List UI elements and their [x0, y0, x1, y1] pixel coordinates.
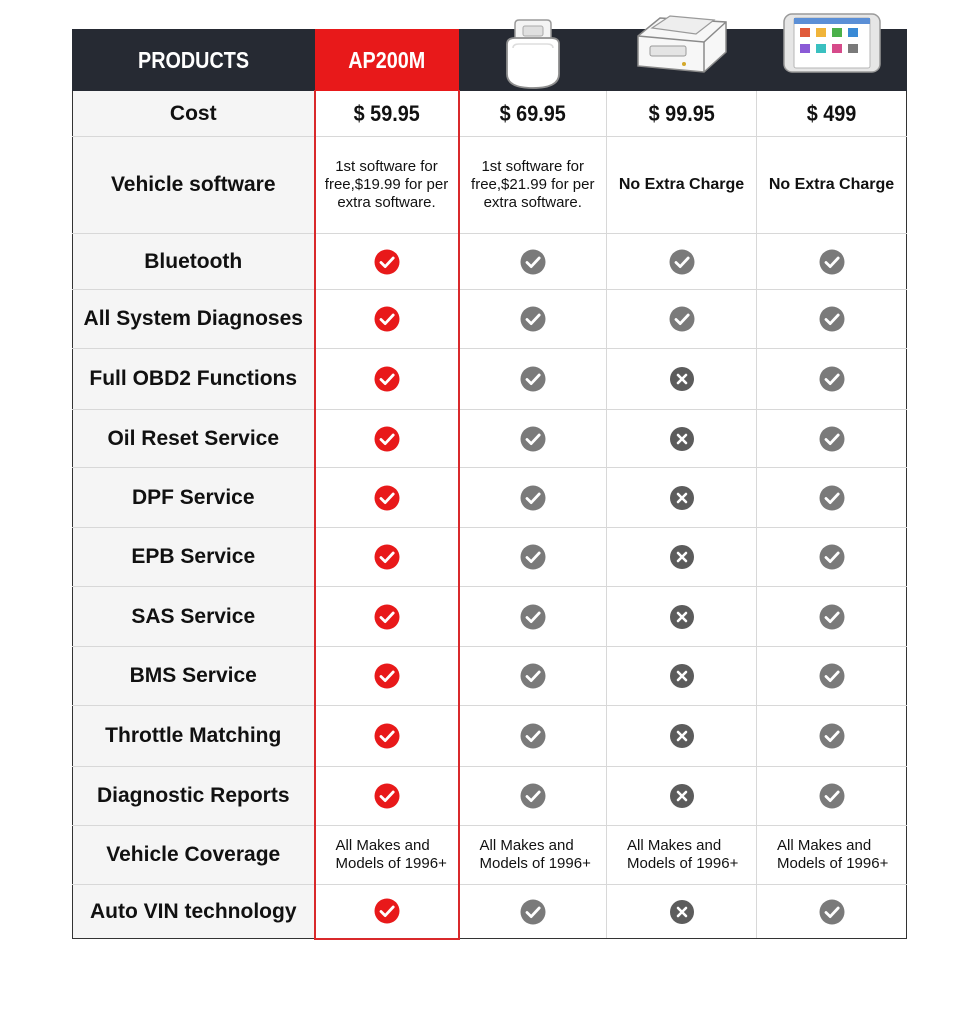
unsupported-cell: [607, 349, 757, 410]
supported-cell: [459, 767, 607, 826]
text-cell: [459, 137, 607, 234]
cell-text: No Extra Charge: [618, 176, 745, 193]
product-3-header: [607, 30, 757, 91]
table-row: [73, 91, 907, 137]
check-icon: [669, 310, 695, 327]
check-icon: [520, 430, 546, 447]
supported-cell: [757, 528, 907, 587]
feature-label: SAS Service: [73, 587, 315, 647]
check-icon: [669, 253, 695, 270]
price-cell: [757, 91, 907, 137]
supported-cell: [459, 647, 607, 706]
check-icon: [520, 370, 546, 387]
check-icon: [374, 608, 400, 625]
supported-cell: [757, 410, 907, 468]
price-value: $ 99.95: [648, 100, 715, 126]
check-icon: [819, 787, 845, 804]
supported-cell: [757, 647, 907, 706]
price-value: $ 69.95: [499, 100, 566, 126]
unsupported-cell: [607, 468, 757, 528]
comparison-table: [72, 29, 907, 940]
check-icon: [374, 548, 400, 565]
products-header: [73, 30, 315, 91]
supported-cell: [315, 647, 459, 706]
feature-label: Vehicle software: [73, 137, 315, 234]
check-icon: [374, 370, 400, 387]
check-icon: [520, 903, 546, 920]
check-icon: [819, 667, 845, 684]
text-cell: [757, 137, 907, 234]
table-row: [73, 137, 907, 234]
feature-label: Cost: [73, 91, 315, 137]
check-icon: [520, 253, 546, 270]
price-cell: [315, 91, 459, 137]
unsupported-cell: [607, 885, 757, 939]
unsupported-cell: [607, 706, 757, 767]
check-icon: [819, 608, 845, 625]
cell-text: 1st software for free,$19.99 for per extra software.: [324, 158, 449, 211]
text-cell: [757, 826, 907, 885]
check-icon: [819, 430, 845, 447]
supported-cell: [315, 706, 459, 767]
supported-cell: [607, 290, 757, 349]
text-cell: [315, 826, 459, 885]
supported-cell: [757, 349, 907, 410]
header-row: [73, 30, 907, 91]
feature-label: Bluetooth: [73, 234, 315, 290]
supported-cell: [459, 587, 607, 647]
supported-cell: [757, 706, 907, 767]
feature-label: Full OBD2 Functions: [73, 349, 315, 410]
supported-cell: [459, 349, 607, 410]
feature-label: All System Diagnoses: [73, 290, 315, 349]
check-icon: [520, 667, 546, 684]
cell-text: All Makes and Models of 1996+: [479, 837, 591, 872]
supported-cell: [607, 234, 757, 290]
table-row: [73, 826, 907, 885]
product-4-header: [757, 30, 907, 91]
supported-cell: [315, 587, 459, 647]
text-cell: [315, 137, 459, 234]
table-row: [73, 647, 907, 706]
check-icon: [520, 548, 546, 565]
check-icon: [520, 608, 546, 625]
cell-text: All Makes and Models of 1996+: [335, 837, 447, 872]
supported-cell: [757, 885, 907, 939]
check-icon: [374, 253, 400, 270]
supported-cell: [315, 234, 459, 290]
supported-cell: [459, 468, 607, 528]
cell-text: All Makes and Models of 1996+: [777, 837, 889, 872]
cross-icon: [669, 787, 695, 804]
table-row: [73, 587, 907, 647]
supported-cell: [757, 234, 907, 290]
supported-cell: [459, 234, 607, 290]
feature-label: BMS Service: [73, 647, 315, 706]
supported-cell: [757, 767, 907, 826]
supported-cell: [459, 706, 607, 767]
check-icon: [374, 310, 400, 327]
table-row: [73, 468, 907, 528]
product-2-header: [459, 30, 607, 91]
scanner-box-image: [630, 6, 734, 80]
check-icon: [819, 310, 845, 327]
products-label: PRODUCTS: [138, 46, 249, 73]
cell-text: 1st software for free,$21.99 for per extra software.: [471, 158, 595, 211]
unsupported-cell: [607, 528, 757, 587]
supported-cell: [459, 528, 607, 587]
supported-cell: [315, 410, 459, 468]
check-icon: [520, 727, 546, 744]
check-icon: [374, 902, 400, 919]
supported-cell: [315, 885, 459, 939]
supported-cell: [757, 290, 907, 349]
table-row: [73, 767, 907, 826]
feature-label: EPB Service: [73, 528, 315, 587]
check-icon: [819, 370, 845, 387]
supported-cell: [459, 885, 607, 939]
cross-icon: [669, 608, 695, 625]
tablet-scanner-image: [782, 10, 882, 76]
check-icon: [374, 430, 400, 447]
cross-icon: [669, 430, 695, 447]
check-icon: [520, 489, 546, 506]
feature-label: Oil Reset Service: [73, 410, 315, 468]
cell-text: No Extra Charge: [768, 176, 895, 193]
table-row: [73, 706, 907, 767]
price-cell: [459, 91, 607, 137]
feature-label: DPF Service: [73, 468, 315, 528]
supported-cell: [459, 290, 607, 349]
supported-cell: [757, 587, 907, 647]
supported-cell: [315, 528, 459, 587]
supported-cell: [315, 767, 459, 826]
table-row: [73, 885, 907, 939]
price-cell: [607, 91, 757, 137]
check-icon: [819, 253, 845, 270]
table-row: [73, 528, 907, 587]
cross-icon: [669, 667, 695, 684]
check-icon: [819, 903, 845, 920]
feature-label: Auto VIN technology: [73, 885, 315, 939]
price-value: $ 59.95: [353, 100, 420, 126]
check-icon: [520, 787, 546, 804]
supported-cell: [315, 468, 459, 528]
table-row: [73, 290, 907, 349]
feature-label: Diagnostic Reports: [73, 767, 315, 826]
text-cell: [607, 826, 757, 885]
table-row: [73, 234, 907, 290]
cross-icon: [669, 548, 695, 565]
check-icon: [374, 667, 400, 684]
feature-label: Vehicle Coverage: [73, 826, 315, 885]
check-icon: [819, 548, 845, 565]
check-icon: [374, 787, 400, 804]
obd-dongle-image: [501, 18, 565, 90]
supported-cell: [459, 410, 607, 468]
price-value: $ 499: [806, 100, 857, 126]
feature-label: Throttle Matching: [73, 706, 315, 767]
ap200m-header: [315, 30, 459, 91]
supported-cell: [315, 349, 459, 410]
supported-cell: [315, 290, 459, 349]
supported-cell: [757, 468, 907, 528]
check-icon: [819, 727, 845, 744]
check-icon: [374, 727, 400, 744]
cross-icon: [669, 370, 695, 387]
unsupported-cell: [607, 410, 757, 468]
check-icon: [374, 489, 400, 506]
table-row: [73, 410, 907, 468]
cell-text: All Makes and Models of 1996+: [627, 837, 739, 872]
text-cell: [459, 826, 607, 885]
table-row: [73, 349, 907, 410]
cross-icon: [669, 903, 695, 920]
text-cell: [607, 137, 757, 234]
check-icon: [520, 310, 546, 327]
unsupported-cell: [607, 647, 757, 706]
ap200m-label: AP200M: [348, 46, 425, 73]
unsupported-cell: [607, 767, 757, 826]
cross-icon: [669, 727, 695, 744]
check-icon: [819, 489, 845, 506]
unsupported-cell: [607, 587, 757, 647]
cross-icon: [669, 489, 695, 506]
